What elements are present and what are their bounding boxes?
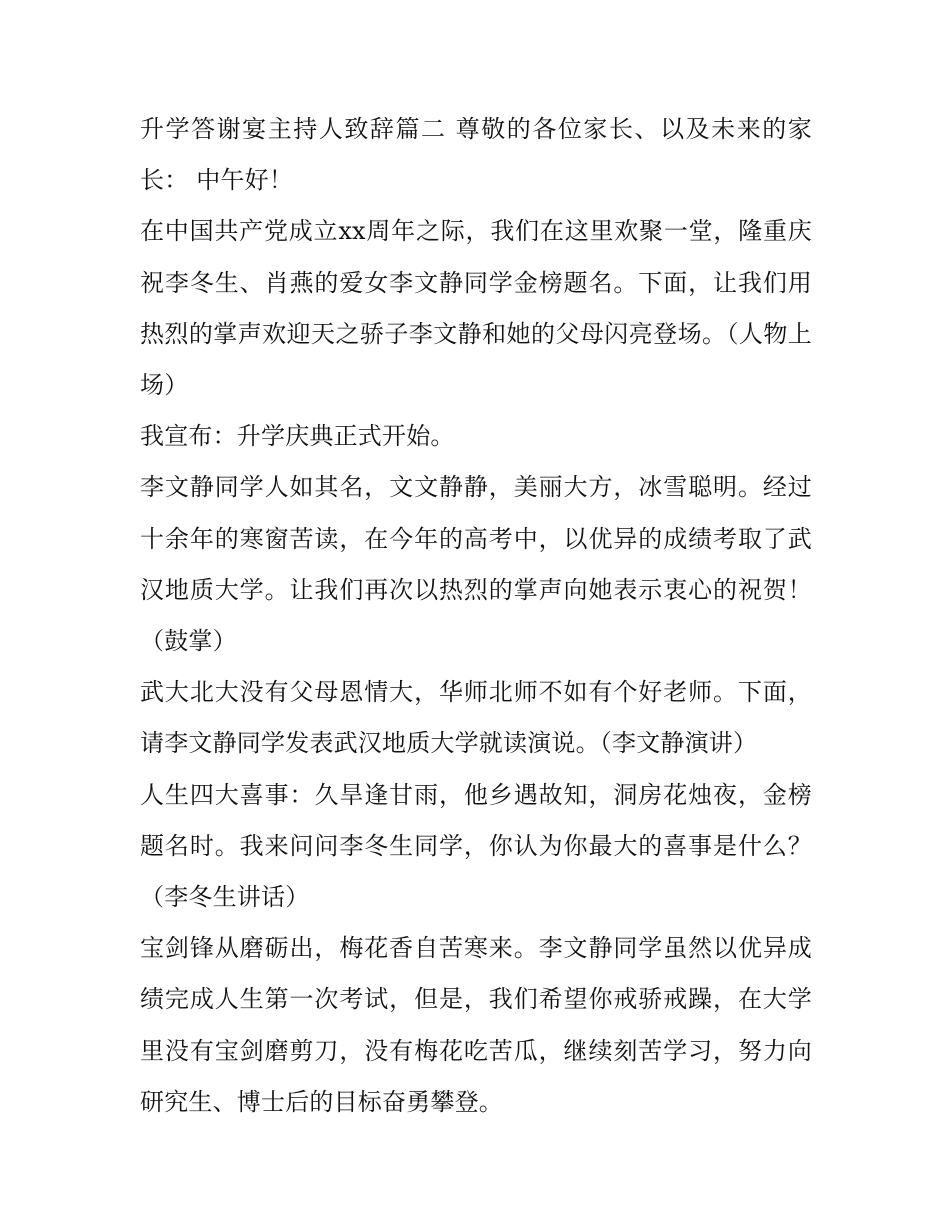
paragraph-speech-invite: 武大北大没有父母恩情大，华师北师不如有个好老师。下面，请李文静同学发表武汉地质大学就读演说。（李文静演讲） [140,678,812,758]
paragraph-introduction: 李文静同学人如其名，文文静静，美丽大方，冰雪聪明。经过十余年的寒窗苦读，在今年的高考中，以优异的成绩考取了武汉地质大学。让我们再次以热烈的掌声向她表示衷心的祝贺！（鼓掌） [140,473,812,656]
paragraph-greeting: 升学答谢宴主持人致辞篇二 尊敬的各位家长、以及未来的家长： 中午好！ [140,115,812,195]
paragraph-encouragement: 宝剑锋从磨砺出，梅花香自苦寒来。李文静同学虽然以优异成绩完成人生第一次考试，但是，我们希望你戒骄戒躁，在大学里没有宝剑磨剪刀，没有梅花吃苦瓜，继续刻苦学习，努力向研究生、博士后的目标奋勇攀登。 [140,934,812,1116]
document-body [140,104,812,1128]
paragraph-announcement: 我宣布：升学庆典正式开始。 [140,422,455,451]
paragraph-four-joys: 人生四大喜事：久旱逢甘雨，他乡遇故知，洞房花烛夜，金榜题名时。我来问问李冬生同学，你认为你最大的喜事是什么？（李冬生讲话） [140,780,812,912]
paragraph-opening: 在中国共产党成立xx周年之际，我们在这里欢聚一堂，隆重庆祝李冬生、肖燕的爱女李文静同学金榜题名。下面，让我们用热烈的掌声欢迎天之骄子李文静和她的父母闪亮登场。（人物上场） [140,217,812,400]
